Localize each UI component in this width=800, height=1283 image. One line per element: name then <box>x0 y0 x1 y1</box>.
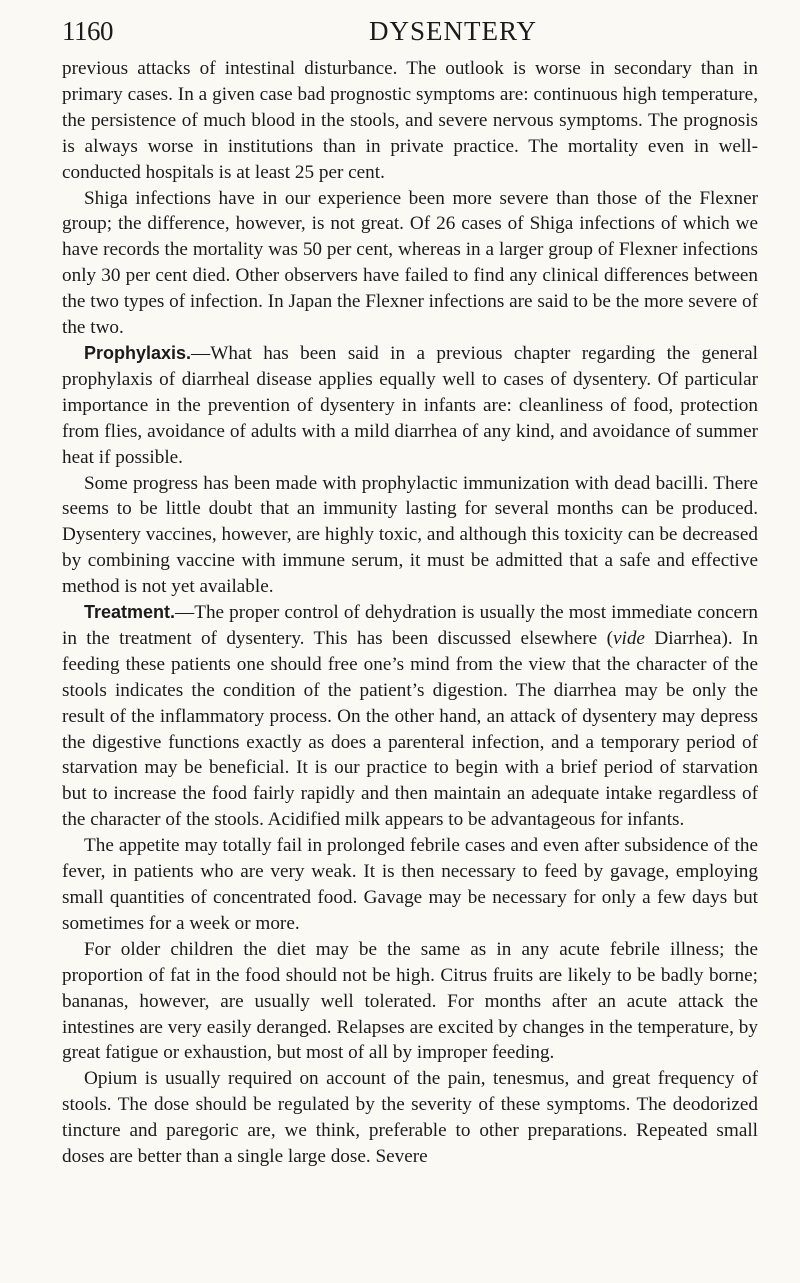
running-title: DYSENTERY <box>369 16 538 46</box>
paragraph-shiga-flexner: Shiga infections have in our experience been more severe than those of the Flexner group; the difference, however, is not great. Of 26 cases of Shiga infections of which we have records the mortality was 50 per cent, whereas in a larger group of Flexner infections only 30 per cent died. Other observers have failed to find any clinical differences between the two types of infection. In Japan the Flexner infections are said to be the more severe of the two. <box>62 187 758 339</box>
paragraph-prophylaxis <box>62 341 758 471</box>
treatment-text-a: —The proper control of dehydration is usually the most immediate concern in the treatment of dysentery. This has been discussed elsewhere ( <box>62 602 758 649</box>
page-number: 1160 <box>62 16 113 46</box>
heading-prophylaxis: Prophylaxis. <box>84 342 192 363</box>
heading-treatment: Treatment. <box>84 602 176 623</box>
page-header <box>62 16 758 50</box>
treatment-vide: vide <box>612 627 645 649</box>
paragraph-treatment <box>62 600 758 833</box>
treatment-text-b: Diarrhea). In feeding these patients one should free one’s mind from the view that the character of the stools indicates the condition of the patient’s digestion. The diarrhea may be only the result of the inflammatory process. On the other hand, an attack of dysentery may depress the digestive functions exactly as does a parenteral infection, and a temporary period of starvation may be beneficial. It is our practice to begin with a brief period of starvation but to increase the food fairly rapidly and then maintain an adequate intake regardless of the character of the stools. Acidified milk appears to be advantageous for infants. <box>62 627 758 831</box>
paragraph-appetite: The appetite may totally fail in prolonged febrile cases and even after subsidence of the fever, in patients who are very weak. It is then necessary to feed by gavage, employing small quantities of concentrated food. Gavage may be necessary for only a few days but sometimes for a week or more. <box>62 835 758 934</box>
paragraph-opium: Opium is usually required on account of the pain, tenesmus, and great frequency of stools. The dose should be regulated by the severity of these symptoms. The deodorized tincture and paregoric are, we think, preferable to other preparations. Repeated small doses are better than a single large dose. Severe <box>62 1068 758 1168</box>
paragraph-older-children: For older children the diet may be the same as in any acute febrile illness; the proportion of fat in the food should not be high. Citrus fruits are likely to be badly borne; bananas, however, are usually well tolerated. For months after an acute attack the intestines are very easily deranged. Relapses are excited by changes in the temperature, by great fatigue or exhaustion, but most of all by improper feeding. <box>62 938 758 1064</box>
prophylaxis-text: —What has been said in a previous chapter regarding the general prophylaxis of diarrheal disease applies equally well to cases of dysentery. Of particular importance in the prevention of dysentery in infants are: cleanliness of food, protection from flies, avoidance of adults with a mild diarrhea of any kind, and avoidance of summer heat if possible. <box>62 342 758 468</box>
paragraph-prognosis: previous attacks of intestinal disturbance. The outlook is worse in secondary than in primary cases. In a given case bad prognostic symptoms are: continuous high temperature, the persistence of much blood in the stools, and severe nervous symptoms. The prognosis is always worse in institutions than in private practice. The mortality even in well-conducted hospitals is at least 25 per cent. <box>62 58 758 183</box>
body-text <box>62 56 758 1170</box>
paragraph-immunization: Some progress has been made with prophylactic immunization with dead bacilli. There seems to be little doubt that an immunity lasting for several months can be produced. Dysentery vaccines, however, are highly toxic, and although this toxicity can be decreased by combining vaccine with immune serum, it must be admitted that a safe and effective method is not yet available. <box>62 472 758 598</box>
